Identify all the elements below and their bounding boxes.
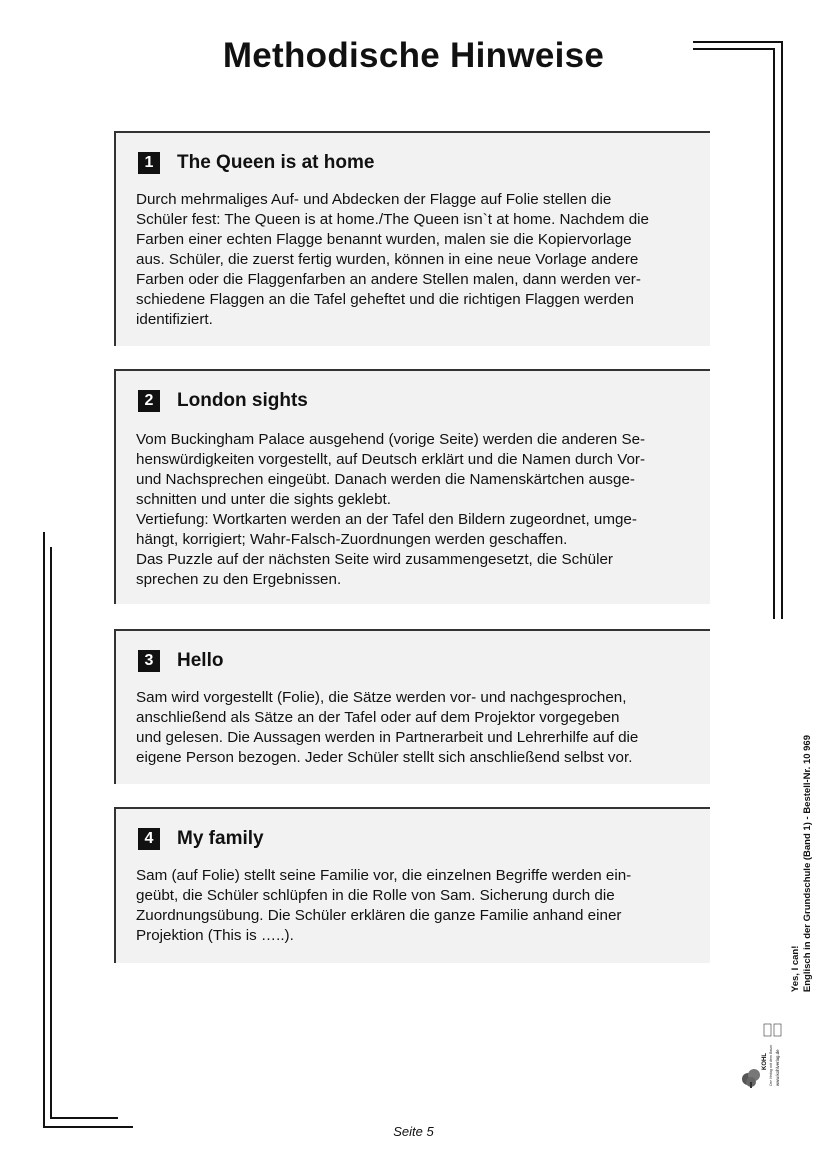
section-body (136, 866, 691, 946)
section-box (114, 369, 710, 604)
text-line: aus. Schüler, die zuerst fertig wurden, können in eine neue Vorlage andere (136, 251, 639, 268)
section-body (136, 190, 691, 330)
publisher-logo-icon (738, 1022, 786, 1088)
text-line: Durch mehrmaliges Auf- und Abdecken der Flagge auf Folie stellen die (136, 191, 612, 208)
text-line: Sam wird vorgestellt (Folie), die Sätze werden vor- und nachgesprochen, (136, 689, 627, 706)
side-imprint-line: Yes, I can! (790, 945, 801, 993)
section-header (138, 152, 374, 174)
frame-line (693, 41, 783, 43)
side-imprint-line: Englisch in der Grundschule (Band 1) - Bestell-Nr. 10 969 (802, 735, 813, 993)
text-line: geübt, die Schüler schlüpfen in die Rolle von Sam. Sicherung durch die (136, 887, 615, 904)
publisher-tagline: Der Verlag mit dem Baum (769, 1044, 773, 1086)
section-box (114, 629, 710, 784)
section-number-badge: 1 (138, 152, 160, 174)
text-line: eigene Person bezogen. Jeder Schüler stellt sich anschließend selbst vor. (136, 749, 633, 766)
text-line: schnitten und unter die sights geklebt. (136, 491, 391, 508)
frame-line (693, 48, 774, 50)
section-box (114, 131, 710, 346)
section-header (138, 650, 223, 672)
section-title: Hello (177, 650, 224, 671)
section-header (138, 390, 308, 412)
text-line: Farben einer echten Flagge benannt wurden, malen sie die Kopiervorlage (136, 231, 632, 248)
text-line: Das Puzzle auf der nächsten Seite wird zusammengesetzt, die Schüler (136, 551, 613, 568)
text-line: sprechen zu den Ergebnissen. (136, 571, 342, 588)
text-line: Schüler fest: The Queen is at home./The Queen isn`t at home. Nachdem die (136, 211, 649, 228)
frame-line (50, 547, 52, 1119)
text-line: und gelesen. Die Aussagen werden in Partnerarbeit und Lehrerhilfe auf die (136, 729, 639, 746)
section-number-badge: 4 (138, 828, 160, 850)
text-line: identifiziert. (136, 311, 213, 328)
section-title: London sights (177, 390, 308, 411)
text-line: Zuordnungsübung. Die Schüler erklären die ganze Familie anhand einer (136, 907, 622, 924)
text-line: Vertiefung: Wortkarten werden an der Tafel den Bildern zugeordnet, umge- (136, 511, 637, 528)
text-line: Projektion (This is …..). (136, 927, 294, 944)
section-body (136, 688, 691, 768)
frame-line (781, 41, 783, 619)
section-number-badge: 2 (138, 390, 160, 412)
frame-line (773, 48, 775, 619)
publisher-url: www.kohlverlag.de (775, 1049, 780, 1086)
text-line: Sam (auf Folie) stellt seine Familie vor, die einzelnen Begriffe werden ein- (136, 867, 632, 884)
section-number-badge: 3 (138, 650, 160, 672)
text-line: anschließend als Sätze an der Tafel oder auf dem Projektor vorgegeben (136, 709, 620, 726)
text-line: Vom Buckingham Palace ausgehend (vorige Seite) werden die anderen Se- (136, 431, 646, 448)
page-title: Methodische Hinweise (222, 36, 605, 75)
section-box (114, 807, 710, 963)
section-header (138, 828, 264, 850)
text-line: hängt, korrigiert; Wahr-Falsch-Zuordnungen werden geschaffen. (136, 531, 568, 548)
text-line: henswürdigkeiten vorgestellt, auf Deutsch erklärt und die Namen durch Vor- (136, 451, 646, 468)
text-line: und Nachsprechen eingeübt. Danach werden die Namenskärtchen ausge- (136, 471, 635, 488)
frame-line (43, 532, 45, 1128)
page-number: Seite 5 (393, 1124, 434, 1139)
text-line: schiedene Flaggen an die Tafel geheftet und die richtigen Flaggen werden (136, 291, 634, 308)
section-title: The Queen is at home (177, 152, 375, 173)
text-line: Farben oder die Flaggenfarben an andere Stellen malen, dann werden ver- (136, 271, 641, 288)
section-title: My family (177, 828, 264, 849)
frame-line (50, 1117, 118, 1119)
publisher-name: KOHL (762, 1053, 768, 1070)
section-body (136, 430, 691, 590)
side-imprint (790, 735, 814, 992)
